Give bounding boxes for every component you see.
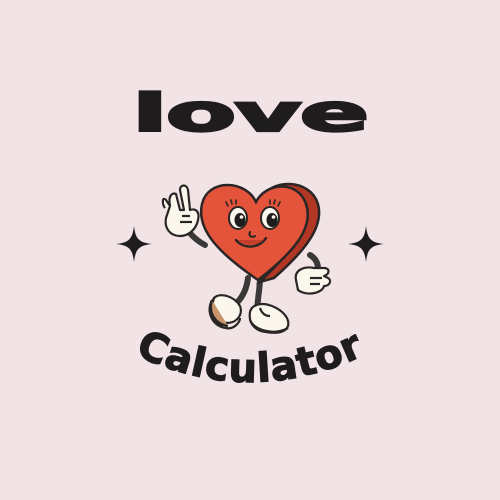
right-glove: [296, 268, 330, 294]
svg-text:Calculator: [131, 322, 370, 393]
subtitle-calculator: [0, 316, 500, 426]
left-glove: [163, 186, 199, 237]
subtitle-text: Calculator: [130, 321, 370, 393]
title-love: love: [132, 83, 368, 144]
